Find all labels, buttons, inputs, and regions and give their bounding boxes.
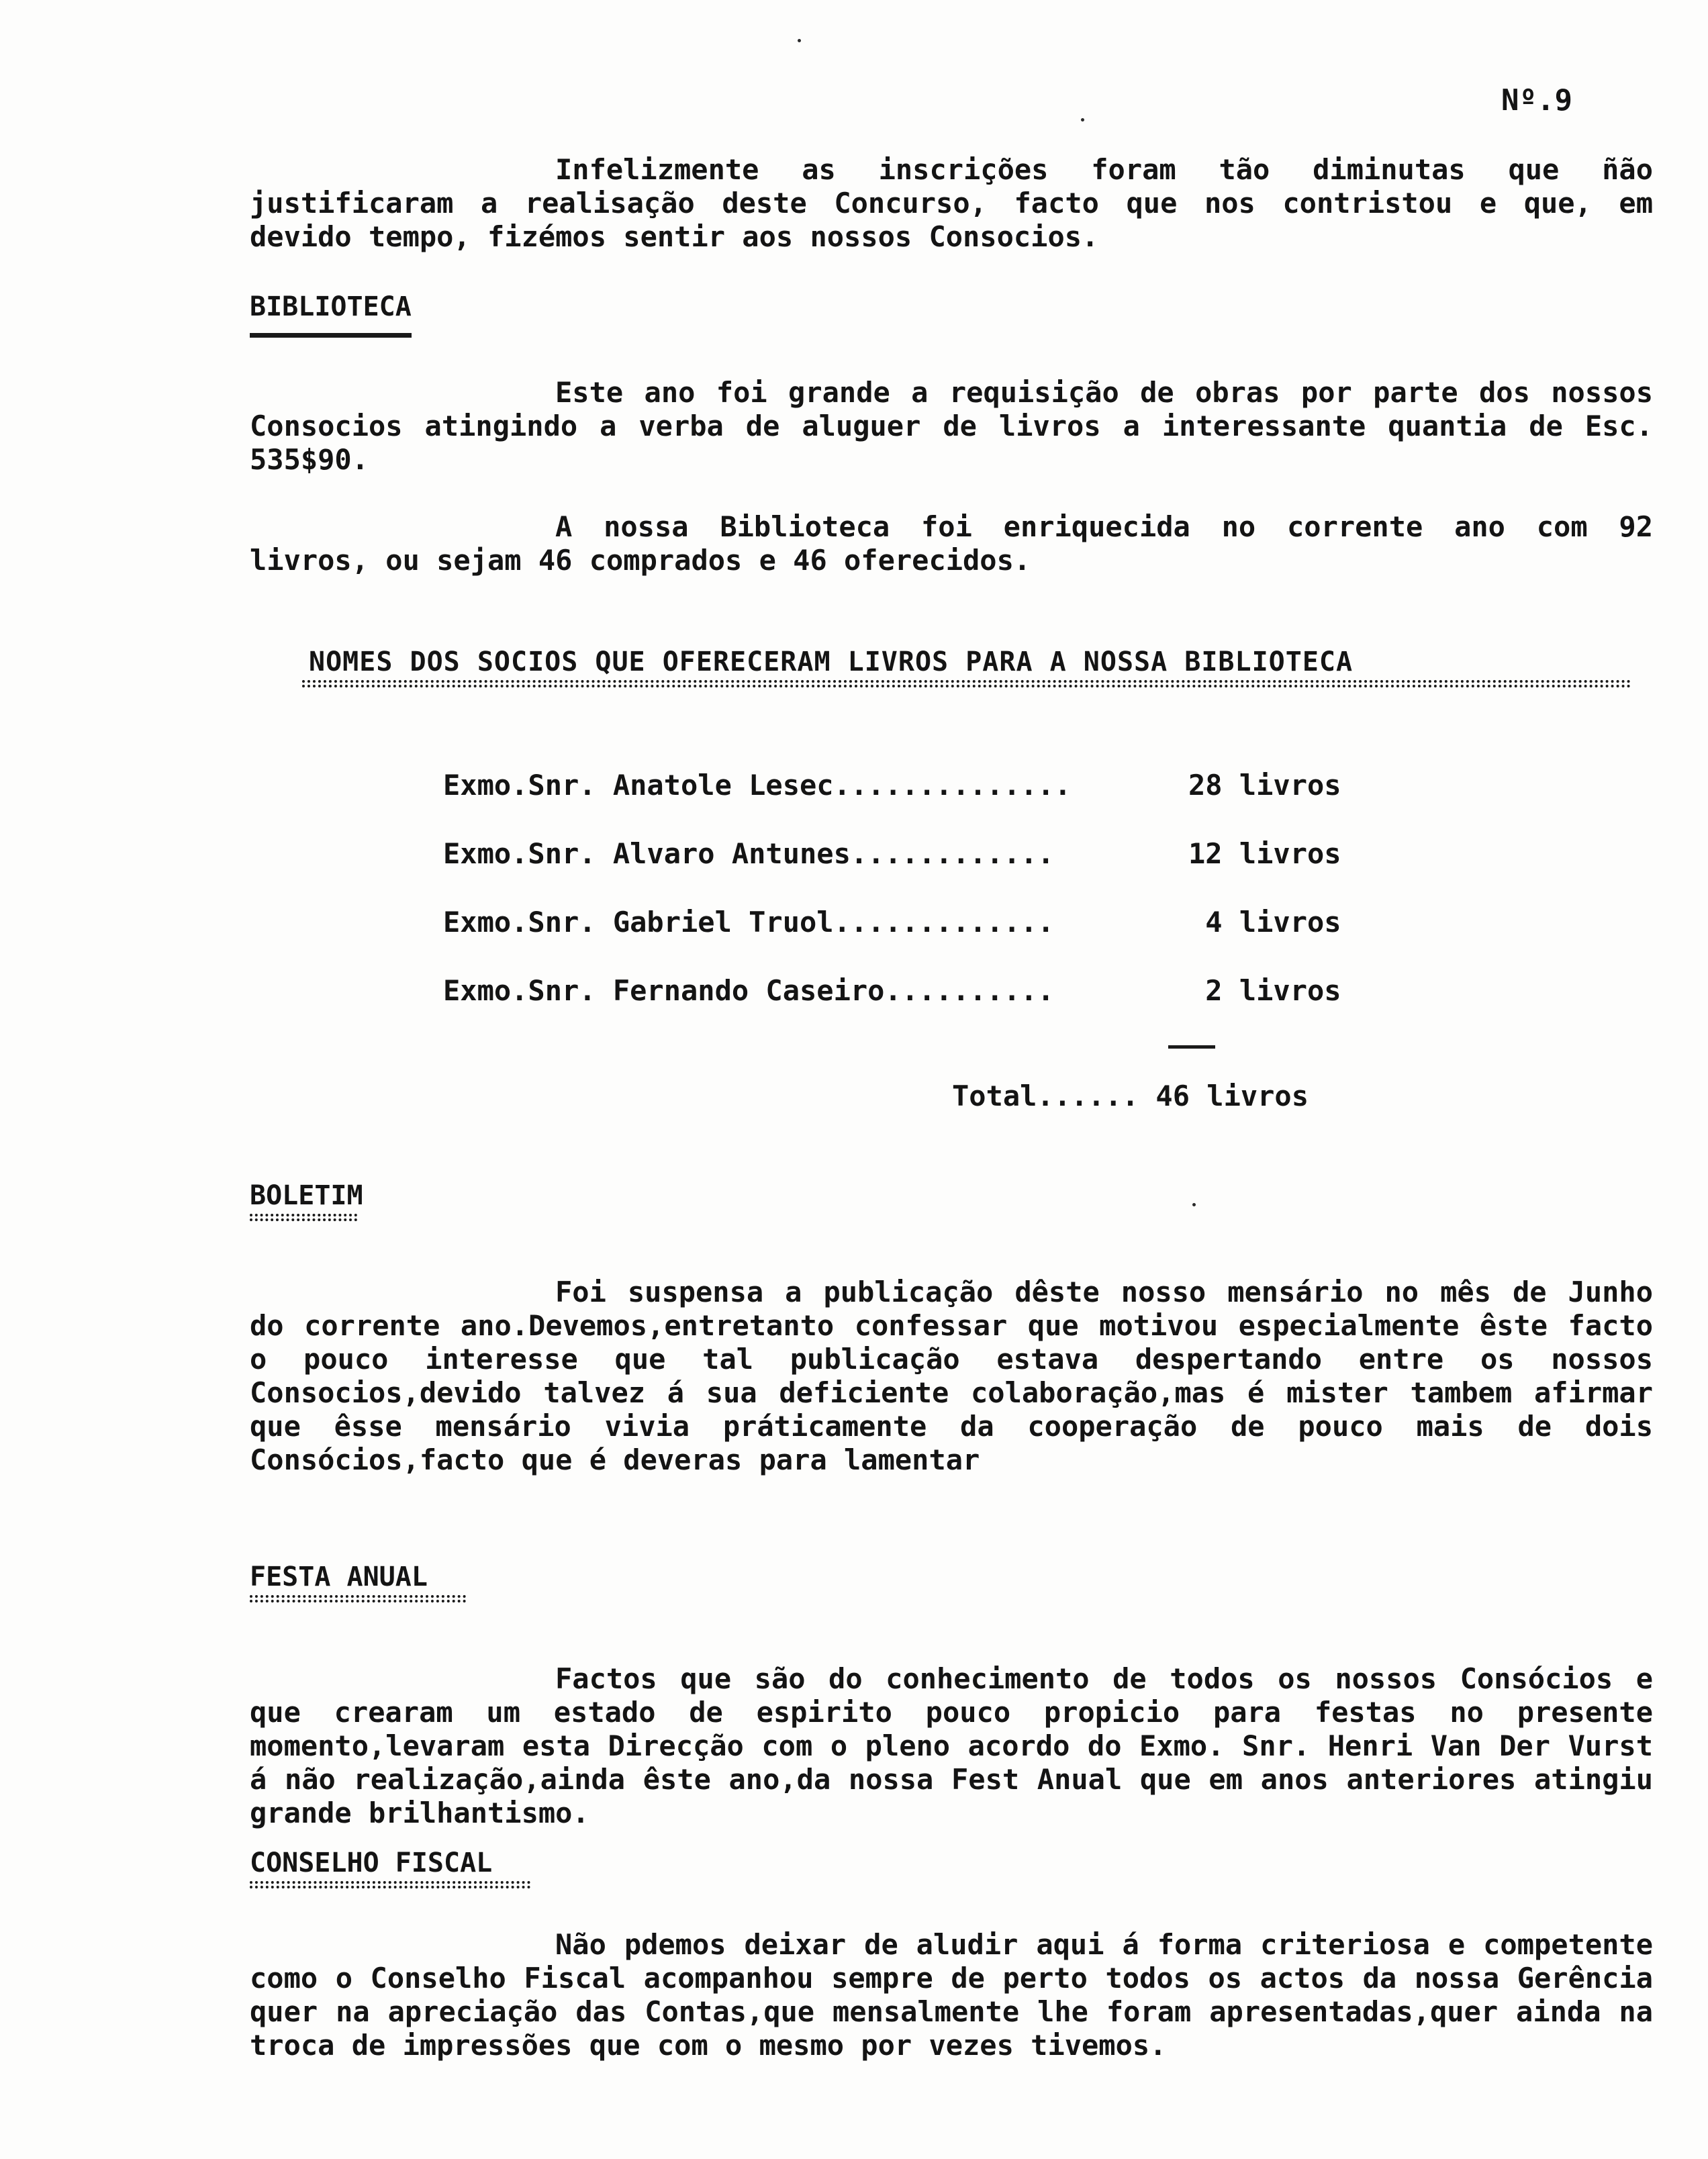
page-number: Nº.9 xyxy=(1501,83,1572,117)
donors-heading-underline xyxy=(302,680,1631,687)
paper-speck xyxy=(1081,118,1084,122)
list-item xyxy=(443,971,1390,1039)
donor-count: 4 livros xyxy=(1188,906,1341,939)
donors-list xyxy=(443,765,1390,1039)
paper-speck xyxy=(798,39,801,42)
conselho-fiscal-heading-text: CONSELHO FISCAL xyxy=(250,1848,493,1878)
donor-name: Exmo.Snr. Alvaro Antunes............ xyxy=(443,837,1055,870)
donor-count: 28 livros xyxy=(1188,769,1341,802)
festa-anual-heading-underline xyxy=(250,1595,466,1602)
biblioteca-paragraph-1: Este ano foi grande a requisição de obras por parte dos nossos Consocios atingindo a verba de aluguer de livros a interessante quantia de Esc. 535$90. xyxy=(250,376,1653,476)
boletim-heading xyxy=(250,1180,363,1221)
donor-name: Exmo.Snr. Gabriel Truol............. xyxy=(443,906,1055,939)
biblioteca-heading xyxy=(250,291,412,338)
donor-count: 2 livros xyxy=(1188,974,1341,1007)
festa-anual-paragraph: Factos que são do conhecimento de todos os nossos Consócios e que crearam um estado de espirito pouco propicio para festas no presente momento,levaram esta Direcção com o pleno acordo do Exmo. Snr. Henri Van Der Vurst á não realização,ainda êste ano,da nossa Fest Anual que em anos anteriores atingiu grande brilhantismo. xyxy=(250,1662,1653,1829)
conselho-fiscal-paragraph: Não pdemos deixar de aludir aqui á forma criteriosa e competente como o Conselho Fiscal acompanhou sempre de perto todos os actos da nossa Gerência quer na apreciação das Contas,que mensalmente lhe foram apresentadas,quer ainda na troca de impressões que com o mesmo por vezes tivemos. xyxy=(250,1928,1653,2062)
donors-heading xyxy=(309,646,1638,687)
boletim-heading-text: BOLETIM xyxy=(250,1180,363,1211)
festa-anual-heading xyxy=(250,1562,466,1602)
total-rule xyxy=(1168,1045,1215,1049)
intro-paragraph: Infelizmente as inscrições foram tão diminutas que ñão justificaram a realisação deste Concurso, facto que nos contristou e que, em devido tempo, fizémos sentir aos nossos Consocios. xyxy=(250,153,1653,253)
donor-count: 12 livros xyxy=(1188,837,1341,870)
biblioteca-heading-text: BIBLIOTECA xyxy=(250,291,412,322)
boletim-heading-underline xyxy=(250,1214,357,1221)
conselho-fiscal-heading xyxy=(250,1848,530,1888)
biblioteca-paragraph-2: A nossa Biblioteca foi enriquecida no corrente ano com 92 livros, ou sejam 46 comprados e 46 oferecidos. xyxy=(250,510,1653,577)
conselho-fiscal-heading-underline xyxy=(250,1881,530,1888)
paper-speck xyxy=(1192,1203,1196,1206)
list-item xyxy=(443,834,1390,902)
donors-total: Total...... 46 livros xyxy=(952,1080,1309,1112)
list-item xyxy=(443,902,1390,971)
donor-name: Exmo.Snr. Fernando Caseiro.......... xyxy=(443,974,1055,1007)
festa-anual-heading-text: FESTA ANUAL xyxy=(250,1562,428,1592)
donors-heading-text: NOMES DOS SOCIOS QUE OFERECERAM LIVROS PARA A NOSSA BIBLIOTECA xyxy=(309,646,1354,677)
boletim-paragraph: Foi suspensa a publicação dêste nosso mensário no mês de Junho do corrente ano.Devemos,entretanto confessar que motivou especialmente êste facto o pouco interesse que tal publicação estava despertando entre os nossos Consocios,devido talvez á sua deficiente colaboração,mas é mister tambem afirmar que êsse mensário vivia práticamente da cooperação de pouco mais de dois Consócios,facto que é deveras para lamentar xyxy=(250,1276,1653,1476)
biblioteca-heading-underline xyxy=(250,325,412,338)
donor-name: Exmo.Snr. Anatole Lesec.............. xyxy=(443,769,1072,802)
list-item xyxy=(443,765,1390,834)
